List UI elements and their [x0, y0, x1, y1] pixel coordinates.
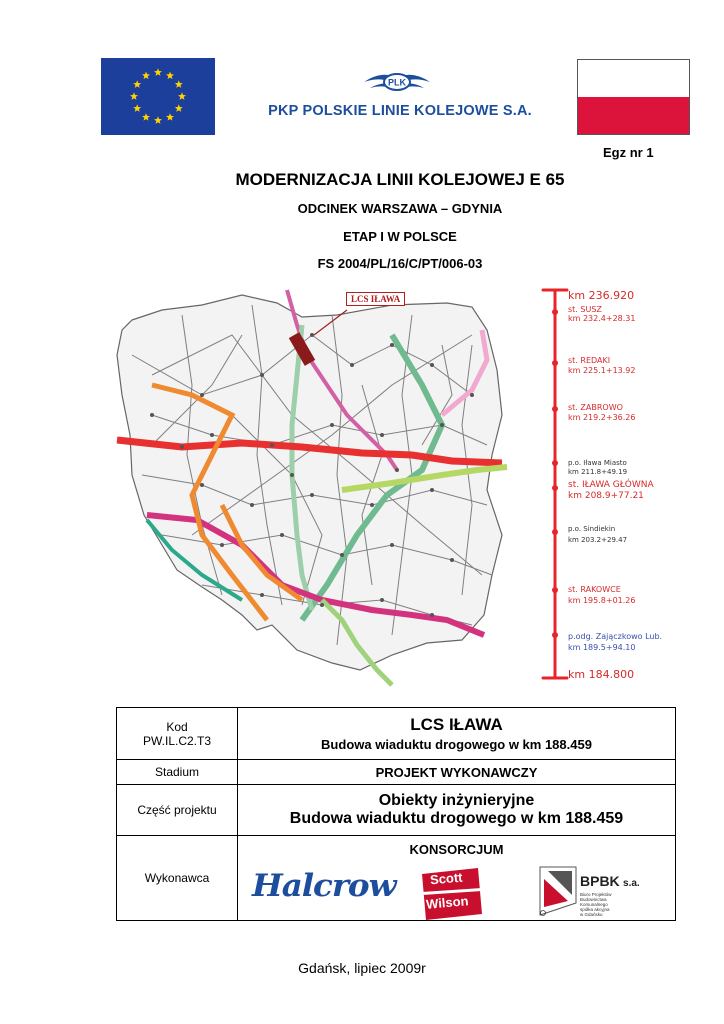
city-dot: [390, 343, 394, 347]
station-zajaczkowo-km: km 189.5+94.10: [568, 643, 636, 652]
station-dot: [552, 360, 558, 366]
city-dot: [430, 488, 434, 492]
station-ilawa-miasto-km: km 211.8+49.19: [568, 468, 628, 476]
station-sindiekin-name: p.o. Sindiekin: [568, 525, 616, 533]
code-value: PW.IL.C2.T3: [142, 733, 212, 748]
station-redaki-name: st. REDAKI: [568, 356, 611, 365]
city-dot: [200, 393, 204, 397]
contractor-label: Wykonawca: [117, 836, 238, 921]
bpbk-logo: [538, 865, 683, 921]
company-name: PKP POLSKIE LINIE KOLEJOWE S.A.: [268, 103, 532, 119]
station-ilawa-glowna-name: st. IŁAWA GŁÓWNA: [568, 480, 654, 490]
station-dot: [552, 309, 558, 315]
lcs-title: LCS IŁAWA: [410, 715, 503, 734]
stage-value: PROJEKT WYKONAWCZY: [238, 760, 676, 785]
station-zabrowo-name: st. ZABROWO: [568, 403, 623, 412]
city-dot: [250, 503, 254, 507]
station-dot: [552, 485, 558, 491]
code-title: FS 2004/PL/16/C/PT/006-03: [317, 256, 483, 271]
part-cell: [238, 785, 676, 836]
bpbk-desc-line: w Gdańsku: [580, 912, 603, 917]
city-dot: [320, 603, 324, 607]
station-susz-name: st. SUSZ: [568, 305, 602, 314]
code-label: Kod: [166, 719, 188, 734]
city-dot: [370, 503, 374, 507]
main-title: MODERNIZACJA LINII KOLEJOWEJ E 65: [235, 170, 565, 189]
city-dot: [395, 468, 399, 472]
station-ilawa-miasto-name: p.o. Iława Miasto: [568, 459, 627, 467]
km-scale: [540, 285, 570, 685]
station-dot: [552, 632, 558, 638]
station-dot: [552, 406, 558, 412]
stage-title: ETAP I W POLSCE: [343, 229, 457, 244]
city-dot: [380, 433, 384, 437]
city-dot: [310, 493, 314, 497]
lcs-subtitle: Budowa wiaduktu drogowego w km 188.459: [321, 737, 592, 752]
station-rakowce-km: km 195.8+01.26: [568, 596, 636, 605]
halcrow-logo-text: Halcrow: [252, 868, 396, 904]
part-label: Część projektu: [117, 785, 238, 836]
wilson-logo-text: Wilson: [425, 893, 470, 912]
city-dot: [220, 543, 224, 547]
station-zajaczkowo-name: p.odg. Zajączkowo Lub.: [568, 632, 663, 641]
bpbk-desc-line: Biuro Projektów: [580, 892, 612, 897]
city-dot: [210, 433, 214, 437]
station-dot: [552, 587, 558, 593]
plk-logo-text: PLK: [388, 77, 406, 88]
scott-wilson-logo: [420, 868, 484, 920]
station-rakowce-name: st. RAKOWCE: [568, 585, 621, 594]
bpbk-logo-text: BPBK: [580, 873, 620, 889]
station-zabrowo-km: km 219.2+36.26: [568, 413, 636, 422]
city-dot: [340, 553, 344, 557]
code-cell: [117, 708, 238, 760]
city-dot: [430, 363, 434, 367]
part-line2: Budowa wiaduktu drogowego w km 188.459: [289, 810, 624, 827]
lcs-cell: [238, 708, 676, 760]
city-dot: [350, 363, 354, 367]
bpbk-desc-line: Budownictwa: [580, 897, 607, 902]
city-dot: [290, 473, 294, 477]
poland-flag: [577, 59, 690, 135]
city-dot: [260, 373, 264, 377]
city-dot: [310, 333, 314, 337]
city-dot: [430, 613, 434, 617]
bpbk-desc-line: Komunalnego: [580, 902, 608, 907]
city-dot: [330, 423, 334, 427]
city-dot: [200, 483, 204, 487]
city-dot: [390, 543, 394, 547]
city-dot: [470, 393, 474, 397]
section-title: ODCINEK WARSZAWA – GDYNIA: [297, 201, 503, 216]
consortium-label: KONSORCJUM: [409, 842, 504, 857]
city-dot: [450, 558, 454, 562]
contractor-cell: [238, 836, 676, 921]
scott-logo-text: Scott: [429, 869, 464, 888]
station-ilawa-glowna-km: km 208.9+77.21: [568, 491, 644, 501]
footer-place-date: Gdańsk, lipiec 2009r: [298, 960, 426, 976]
halcrow-logo: [252, 868, 396, 904]
copy-number: Egz nr 1: [603, 145, 654, 160]
railway-map: [92, 275, 532, 695]
city-dot: [440, 423, 444, 427]
lcs-callout-label: LCS IŁAWA: [351, 294, 401, 304]
city-dot: [380, 598, 384, 602]
station-susz-km: km 232.4+28.31: [568, 314, 636, 323]
station-sindiekin-km: km 203.2+29.47: [568, 536, 628, 544]
city-dot: [280, 533, 284, 537]
city-dot: [150, 413, 154, 417]
city-dot: [260, 593, 264, 597]
scale-bottom-km: km 184.800: [568, 668, 635, 681]
plk-logo: [362, 68, 432, 102]
project-info-table: [116, 707, 676, 921]
part-line1: Obiekty inżynieryjne: [378, 792, 535, 809]
station-redaki-km: km 225.1+13.92: [568, 366, 636, 375]
lcs-callout: [346, 292, 405, 306]
station-dot: [552, 460, 558, 466]
city-dot: [270, 443, 274, 447]
scale-top-km: km 236.920: [568, 289, 635, 302]
eu-flag: [101, 58, 215, 135]
city-dot: [180, 445, 184, 449]
stage-label: Stadium: [117, 760, 238, 785]
bpbk-desc-line: spółka akcyjna: [580, 907, 610, 912]
bpbk-logo-suffix: s.a.: [623, 878, 640, 889]
station-dot: [552, 529, 558, 535]
